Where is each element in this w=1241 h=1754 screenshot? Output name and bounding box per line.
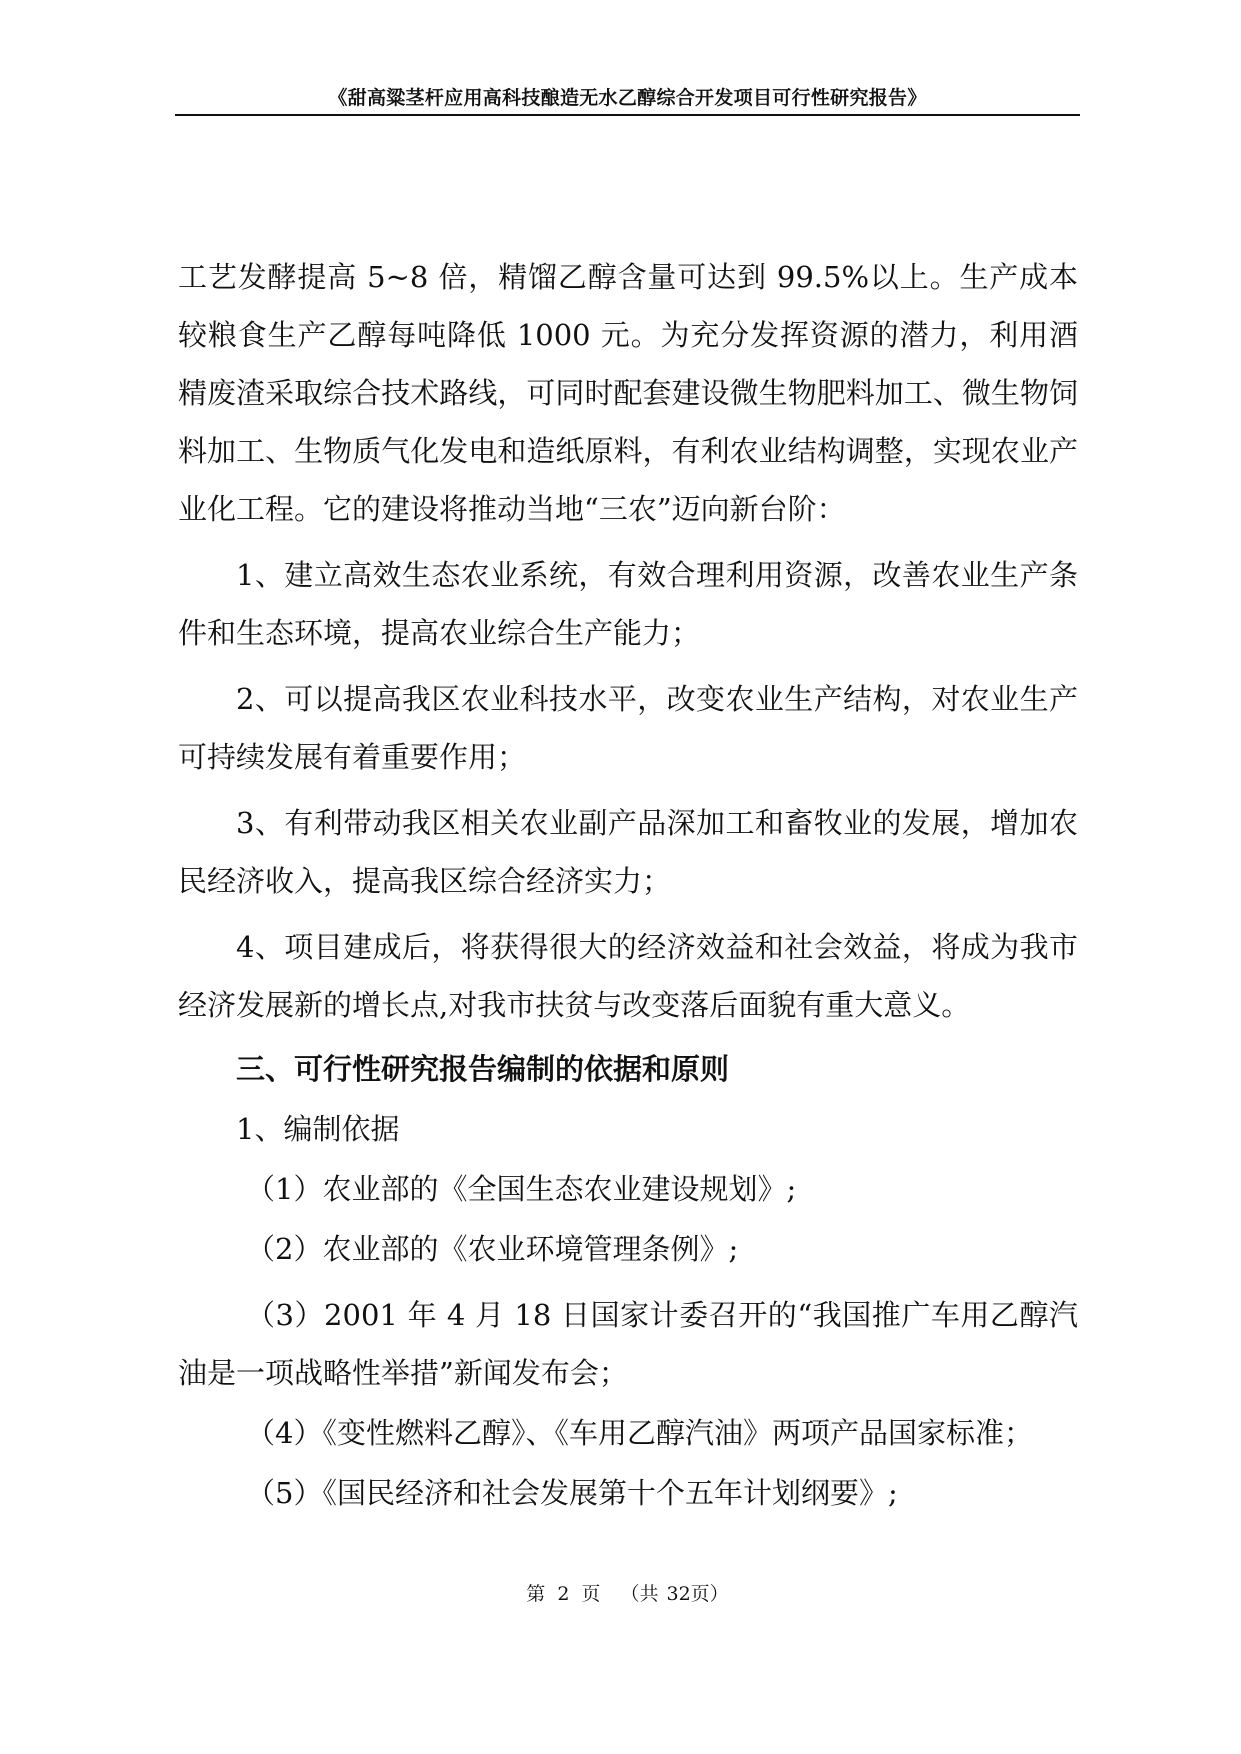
benefit-item-2: 2、可以提高我区农业科技水平，改变农业生产结构，对农业生产可持续发展有着重要作用； <box>178 682 1078 774</box>
basis-item-1: （1）农业部的《全国生态农业建设规划》; <box>246 1172 797 1206</box>
subsection-heading: 1、编制依据 <box>236 1112 400 1146</box>
header-rule <box>175 114 1080 116</box>
basis-item-4: （4）《变性燃料乙醇》、《车用乙醇汽油》两项产品国家标准； <box>246 1416 1033 1450</box>
page-number: 2 <box>557 1583 570 1605</box>
intro-paragraph: 工艺发酵提高 5~8 倍，精馏乙醇含量可达到 99.5%以上。生产成本较粮食生产乙醇每吨降低 1000 元。为充分发挥资源的潜力，利用酒精废渣采取综合技术路线，可同时配套建设微生物肥料加工、微生物饲料加工、生物质气化发电和造纸原料，有利农业结构调整，实现农业产业化工程。它的建设将推动当地“三农”迈向新台阶： <box>178 260 1078 526</box>
document-body <box>178 248 1078 1522</box>
basis-item-2: （2）农业部的《农业环境管理条例》; <box>246 1232 739 1266</box>
page-footer <box>175 1582 1080 1606</box>
benefit-item-1: 1、建立高效生态农业系统，有效合理利用资源，改善农业生产条件和生态环境，提高农业综合生产能力； <box>178 558 1078 650</box>
page-label-suffix: 页 <box>581 1583 601 1605</box>
page-header-title: 《甜高粱茎杆应用高科技酿造无水乙醇综合开发项目可行性研究报告》 <box>328 87 927 109</box>
benefit-item-3: 3、有利带动我区相关农业副产品深加工和畜牧业的发展，增加农民经济收入，提高我区综合经济实力； <box>178 806 1078 898</box>
benefit-item-4: 4、项目建成后，将获得很大的经济效益和社会效益，将成为我市经济发展新的增长点,对我市扶贫与改变落后面貌有重大意义。 <box>178 930 1078 1022</box>
page-label-prefix: 第 <box>526 1583 546 1605</box>
basis-item-3: （3）2001 年 4 月 18 日国家计委召开的“我国推广车用乙醇汽油是一项战略性举措”新闻发布会； <box>178 1298 1078 1390</box>
basis-item-5: （5）《国民经济和社会发展第十个五年计划纲要》; <box>246 1476 898 1510</box>
section-heading: 三、可行性研究报告编制的依据和原则 <box>236 1052 730 1086</box>
total-pages: （共 32页） <box>620 1583 729 1605</box>
